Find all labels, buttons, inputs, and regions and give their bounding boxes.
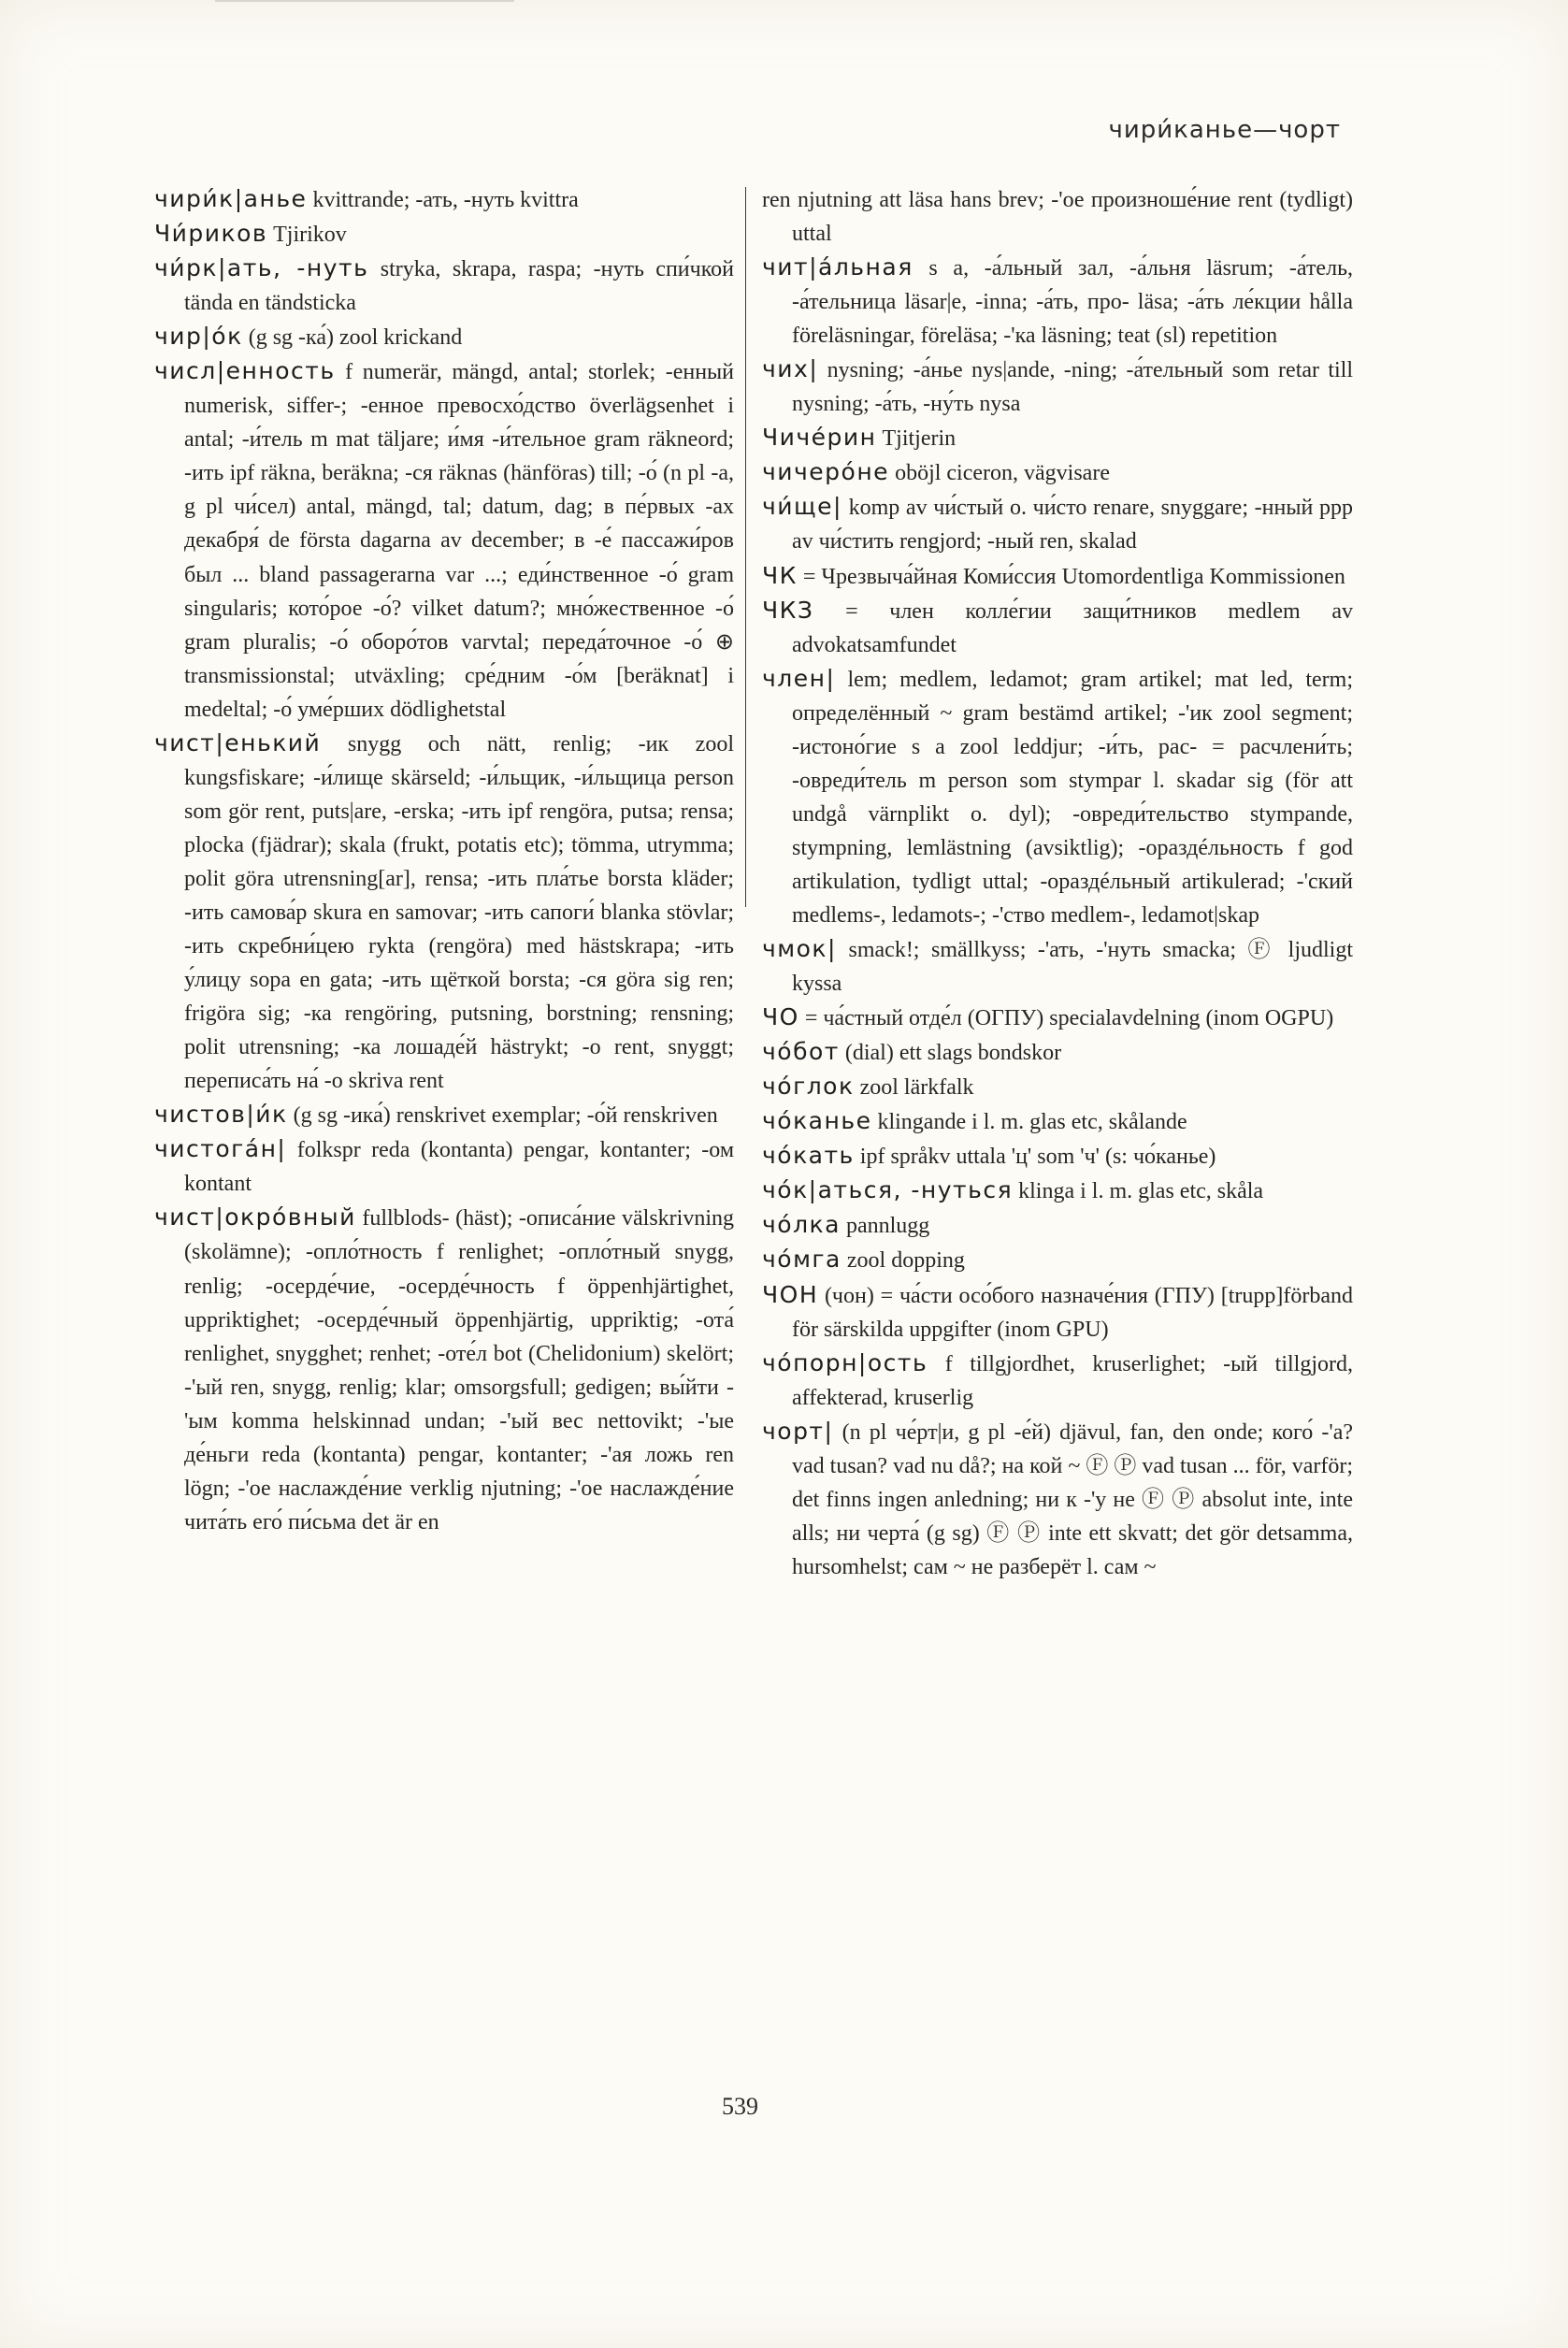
entry-headword: ЧОН [762,1280,819,1308]
entry-text: = ча́стный отде́л (ОГПУ) specialavdelning (inom OGPU) [804,1006,1334,1031]
dictionary-entry [154,217,734,252]
dictionary-entry [762,455,1353,490]
top-edge-rule [215,0,514,2]
entry-text: (g sg -ика́) renskrivet exemplar; -о́й renskriven [293,1103,718,1129]
right-column [762,182,1353,1584]
dictionary-entry [154,182,734,217]
entry-headword: чи́рк|ать, -нуть [154,254,369,282]
entry-headword: Чиче́рин [762,424,877,452]
dictionary-entry [762,1243,1353,1277]
entry-headword: Чи́риков [154,220,268,248]
entry-headword: чо́бот [762,1038,840,1066]
dictionary-entry [154,1098,734,1132]
dictionary-entry [762,1347,1353,1415]
left-column [154,182,734,1539]
dictionary-entry [154,1201,734,1538]
entry-headword: числ|енность [154,357,336,385]
entry-headword: чо́глок [762,1073,855,1101]
dictionary-entry [762,490,1353,558]
dictionary-entry [154,320,734,354]
entry-text: oböjl ciceron, vägvisare [895,461,1110,486]
dictionary-entry [762,1415,1353,1584]
entry-headword: ЧО [762,1003,799,1031]
entry-text: stryka, skrapa, raspa; -нуть спи́чкой tända en tändsticka [184,257,735,316]
entry-headword: ЧКЗ [762,596,814,624]
entry-text: zool dopping [846,1248,965,1274]
entry-text: nysning; -а́нье nys|ande, -ning; -а́тельный som retar till nysning; -а́ть, -ну́ть nysa [792,358,1354,417]
entry-headword: член| [762,664,836,692]
entry-headword: чих| [762,355,819,383]
dictionary-entry [154,1132,734,1201]
dictionary-entry [762,932,1353,1001]
dictionary-entry [762,1278,1353,1347]
dictionary-entry [762,1208,1353,1243]
entry-text: ipf språkv uttala 'ц' som 'ч' (s: чо́канье) [859,1145,1216,1170]
entry-text: folkspr reda (kontanta) pengar, kontanter; -ом kontant [184,1138,735,1197]
entry-text: (g sg -ка́) zool krickand [248,325,463,351]
dictionary-entry [762,1174,1353,1208]
dictionary-entry [762,1001,1353,1035]
dictionary-entry [762,251,1353,353]
entry-text: snygg och nätt, renlig; -ик zool kungsfiskare; -и́лище skärseld; -и́льщик, -и́льщица person som gör rent, puts|are, -erska; -ить ipf rengöra, putsa; rensa; plocka (fjädrar); skala (frukt, potatis etc); tömma, utrymma; polit göra utrensning[ar], rensa; -ить пла́тье borsta kläder; -ить самова́р skura en samovar; -ить сапоги́ blanka stövlar; -ить скребни́цею rykta (rengöra) med hästskrapa; -ить у́лицу sopa en gata; -ить щёткой borsta; -ся göra sig ren; frigöra sig; -ка rengöring, putsning, borstning; rensning; polit utrensning; -ка лошаде́й hästrykt; -о rent, snyggt; переписа́ть на́ -о skriva rent [184,731,734,1094]
entry-headword: чичеро́не [762,458,890,486]
dictionary-entry [154,252,734,320]
entry-headword: чи́ще| [762,493,842,521]
entry-text: = член колле́гии защи́тников medlem av advokatsamfundet [792,598,1354,657]
entry-text: fullblods- (häst); -описа́ние välskrivning (skolämne); -опло́тность f renlighet; -опло́тный snygg, renlig; -осерде́чие, -осерде́чность f öppenhjärtighet, uppriktighet; -осерде́чный öppenhjärtig, uppriktig; -ота́ renlighet, snygghet; renhet; -оте́л bot (Chelidonium) skelört; -'ый ren, snygg, renlig; klar; omsorgsfull; gedigen; вы́йти -'ым komma helskinnad undan; -'ый вес nettovikt; -'ые де́ньги reda (kontanta) pengar, kontanter; -'ая ложь ren lögn; -'ое наслажде́ние verklig njutning; -'ое наслажде́ние чита́ть его́ пи́сьма det är en [184,1206,734,1534]
entry-text: kvittrande; -ать, -нуть kvittra [312,188,579,212]
dictionary-entry [762,1035,1353,1070]
entry-text: s a, -а́льный зал, -а́льня läsrum; -а́тель, -а́тельница läsar|e, -inna; -а́ть, про- läsa; -а́ть ле́кции hålla föreläsningar, föreläsa; -'ка läsning; teat (sl) repetition [792,256,1354,349]
dictionary-entry [762,1104,1353,1139]
entry-headword: ЧК [762,561,798,589]
entry-headword: чорт| [762,1417,834,1445]
entry-text: Tjitjerin [882,426,957,452]
entry-text: f numerär, mängd, antal; storlek; -енный numerisk, siffer-; -енное превосхо́дство överlägsenhet i antal; -и́тель m mat täljare; и́мя -и́тельное gram räkneord; -ить ipf räkna, beräkna; -ся räknas (hänföras) till; -о́ (n pl -а, g pl чи́сел) antal, mängd, tal; datum, dag; в пе́рвых -ах декабря́ de första dagarna av december; в -е́ пассажи́ров был ... bland passagerarna var ...; еди́нственное -о́ gram singularis; кото́рое -о́? vilket datum?; мно́жественное -о́ gram pluralis; -о́ оборо́тов varvtal; переда́точное -о́ ⊕ transmissionstal; utväxling; сре́дним -о́м [beräknat] i medeltal; -о́ уме́рших dödlighetstal [184,360,735,722]
entry-text: klinga i l. m. glas etc, skåla [1018,1179,1264,1204]
entry-text: = Чрезвыча́йная Коми́ссия Utomordentliga Kommissionen [802,564,1345,589]
entry-text: komp av чи́стый o. чи́сто renare, snyggare; -нный ppp av чи́стить rengjord; -ный ren, skalad [792,496,1353,555]
entry-text: pannlugg [845,1214,930,1239]
dictionary-entry [762,182,1353,251]
entry-text: zool lärkfalk [859,1075,974,1101]
column-divider [745,187,746,907]
running-head: чири́канье—чорт [1108,116,1341,144]
entry-text: lem; medlem, ledamot; gram artikel; mat led, term; определённый ~ gram bestämd artikel; -'ик zool segment; -истоно́гие s a zool leddjur; -и́ть, рас- = расчлени́ть; -овреди́тель m person som stympar l. skadar sig (för att undgå värnplikt o. dyl); -овреди́тельство stympande, stympning, lemlästning (avsiktlig); -ораздéльность f god artikulation, tydligt uttal; -ораздéльный artikulerad; -'ский medlems-, ledamots-; -'ство medlem-, ledamot|skap [792,667,1354,928]
entry-headword: чистов|и́к [154,1101,288,1129]
entry-text: Tjirikov [273,223,347,248]
entry-headword: чо́к|аться, -нуться [762,1176,1014,1204]
entry-text: smack!; smällkyss; -'ать, -'нуть smacka; Ⓕ ljudligt kyssa [792,938,1353,997]
entry-text: ren njutning att läsa hans brev; -'ое произноше́ние rent (tydligt) uttal [762,188,1353,247]
entry-text: klingande i l. m. glas etc, skålande [877,1110,1187,1135]
entry-headword: чмок| [762,935,837,963]
dictionary-entry [154,354,734,727]
entry-text: (чон) = ча́сти осо́бого назначе́ния (ГПУ) [trupp]förband för särskilda uppgifter (inom GPU) [792,1283,1354,1342]
entry-headword: чо́кать [762,1142,855,1170]
entry-headword: чо́мга [762,1246,842,1274]
dictionary-entry [762,421,1353,455]
entry-headword: чо́лка [762,1211,841,1239]
dictionary-entry [762,353,1353,421]
entry-headword: чири́к|анье [154,185,308,212]
entry-headword: чо́канье [762,1107,872,1135]
entry-headword: чит|а́льная [762,253,913,281]
entry-text: f tillgjordhet, kruserlighet; -ый tillgjord, affekterad, kruserlig [792,1351,1353,1410]
entry-text: (n pl че́рт|и, g pl -е́й) djävul, fan, den onde; кого́ -'а? vad tusan? vad nu då?; на кой ~ Ⓕ Ⓟ vad tusan ... för, varför; det finns ingen anledning; ни к -'у не Ⓕ Ⓟ absolut inte, inte alls; ни черта́ (g sg) Ⓕ Ⓟ inte ett skvatt; det gör detsamma, hursomhelst; сам ~ не разберёт l. сам ~ [792,1419,1354,1579]
dictionary-entry [154,727,734,1099]
dictionary-entry [762,1139,1353,1174]
page-number: 539 [722,2093,758,2120]
entry-headword: чист|енький [154,728,322,756]
entry-headword: чир|о́к [154,323,243,351]
entry-headword: чистога́н| [154,1135,287,1163]
dictionary-entry [762,662,1353,932]
entry-headword: чист|окро́вный [154,1203,356,1232]
dictionary-entry [762,1070,1353,1104]
entry-headword: чо́порн|ость [762,1348,928,1376]
entry-text: (dial) ett slags bondskor [844,1041,1062,1066]
dictionary-entry [762,594,1353,662]
dictionary-entry [762,559,1353,594]
